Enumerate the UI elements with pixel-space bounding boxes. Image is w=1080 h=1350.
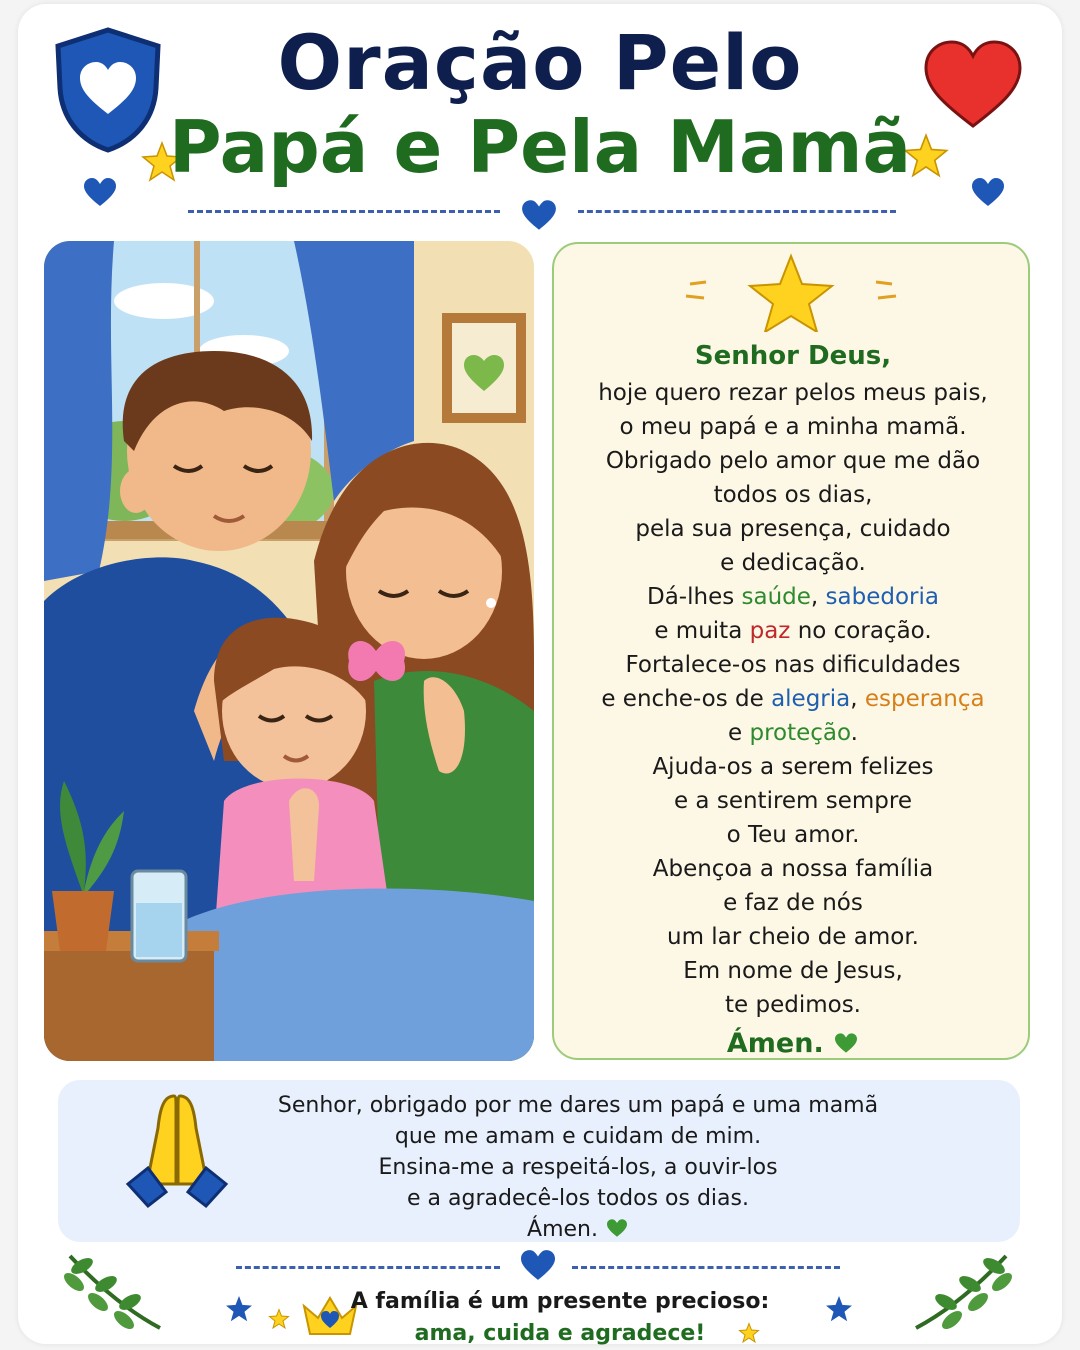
star-icon xyxy=(268,1308,290,1330)
prayer-line: Obrigado pelo amor que me dão xyxy=(605,448,981,474)
prayer-line: Em nome de Jesus, xyxy=(683,958,903,984)
laurel-icon xyxy=(912,1248,1016,1332)
prayer-line: Fortalece-os nas dificuldades xyxy=(625,652,961,678)
prayer-line: e proteção. xyxy=(728,720,858,746)
prayer-line: Abençoa a nossa família xyxy=(652,856,934,882)
word-saude: saúde xyxy=(741,584,811,610)
prayer-line: hoje quero rezar pelos meus pais, xyxy=(598,380,988,406)
divider xyxy=(578,210,896,213)
prayer-line: e enche-os de alegria, esperança xyxy=(601,686,985,712)
short-prayer-line: que me amam e cuidam de mim. xyxy=(394,1124,762,1149)
prayer-line: o meu papá e a minha mamã. xyxy=(619,414,967,440)
word-alegria: alegria xyxy=(771,686,851,712)
prayer-card xyxy=(552,242,1030,1060)
prayer-line: pela sua presença, cuidado xyxy=(635,516,951,542)
word-esperanca: esperança xyxy=(864,686,985,712)
short-prayer-box xyxy=(58,1080,1020,1242)
prayer-greeting: Senhor Deus, xyxy=(694,341,892,371)
heart-icon xyxy=(833,1032,859,1054)
prayer-line: e dedicação. xyxy=(720,550,866,576)
prayer-amen: Ámen. xyxy=(554,1022,1032,1066)
heart-icon xyxy=(520,198,558,232)
footer-message xyxy=(340,1286,780,1350)
family-praying-illustration xyxy=(44,241,534,1061)
word-sabedoria: sabedoria xyxy=(825,584,939,610)
footer-line1: A família é um presente precioso: xyxy=(350,1289,770,1314)
word-protecao: proteção xyxy=(749,720,851,746)
prayer-line: e faz de nós xyxy=(723,890,863,916)
divider xyxy=(236,1266,500,1269)
footer-line2: ama, cuida e agradece! xyxy=(414,1321,706,1346)
short-prayer-line: Ensina-me a respeitá-los, a ouvir-los xyxy=(378,1155,778,1180)
short-prayer-amen: Ámen. xyxy=(198,1214,958,1245)
heart-icon xyxy=(605,1218,629,1238)
divider xyxy=(572,1266,840,1269)
prayer-line: Dá-lhes saúde, sabedoria xyxy=(647,584,939,610)
star-icon xyxy=(824,1294,854,1324)
word-paz: paz xyxy=(749,618,791,644)
prayer-text xyxy=(554,336,1032,1066)
page-title-line2: Papá e Pela Mamã xyxy=(168,105,912,189)
prayer-line: e muita paz no coração. xyxy=(654,618,932,644)
divider xyxy=(188,210,500,213)
star-icon xyxy=(676,252,906,332)
star-icon xyxy=(224,1294,254,1324)
short-prayer-text xyxy=(198,1090,958,1245)
heart-icon xyxy=(518,1248,558,1282)
prayer-line: um lar cheio de amor. xyxy=(667,924,919,950)
prayer-line: e a sentirem sempre xyxy=(673,788,913,814)
short-prayer-line: e a agradecê-los todos os dias. xyxy=(407,1186,749,1211)
prayer-line: todos os dias, xyxy=(713,482,873,508)
prayer-line: te pedimos. xyxy=(725,992,861,1018)
prayer-line: o Teu amor. xyxy=(726,822,860,848)
laurel-icon xyxy=(60,1248,164,1332)
short-prayer-line: Senhor, obrigado por me dares um papá e uma mamã xyxy=(277,1093,879,1118)
prayer-line: Ajuda-os a serem felizes xyxy=(652,754,934,780)
page-title-line1: Oração Pelo xyxy=(277,18,803,107)
